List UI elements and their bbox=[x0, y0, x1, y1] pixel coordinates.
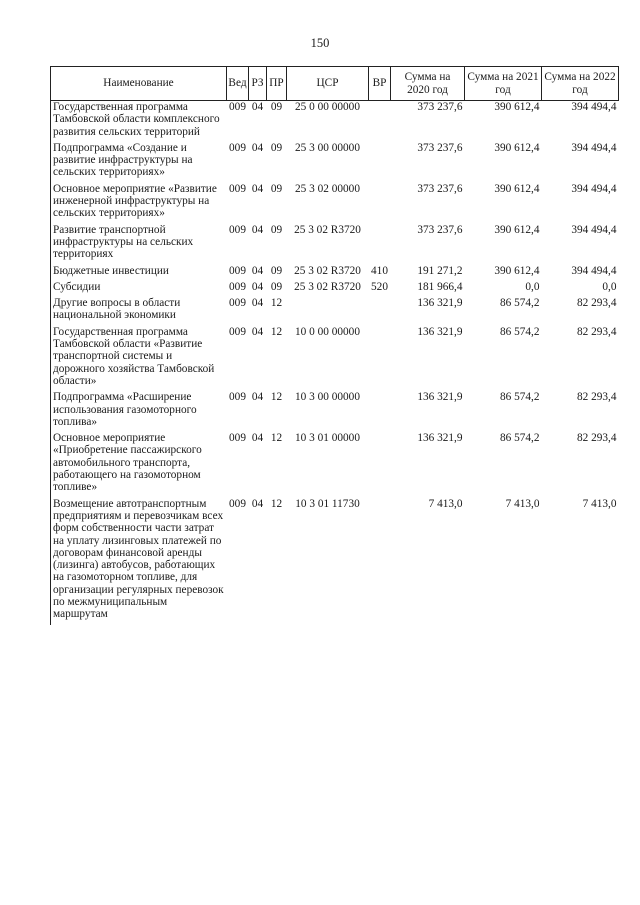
row-name: Государственная программа Тамбовской области комплексного развития сельских территорий bbox=[51, 101, 227, 142]
row-csr: 10 3 01 11730 bbox=[295, 497, 360, 510]
row-sum-2021: 86 574,2 bbox=[499, 325, 540, 338]
table-row bbox=[51, 498, 619, 625]
row-ved: 009 bbox=[229, 141, 246, 154]
row-sum-2020: 136 321,9 bbox=[417, 432, 463, 445]
row-pr: 12 bbox=[270, 497, 283, 510]
row-vr bbox=[369, 297, 391, 326]
row-rz: 04 bbox=[251, 391, 264, 404]
table-row bbox=[51, 432, 619, 497]
row-sum-2022: 394 494,4 bbox=[571, 141, 617, 154]
row-csr: 25 0 00 00000 bbox=[295, 101, 360, 113]
row-sum-2021: 390 612,4 bbox=[494, 264, 540, 277]
row-rz: 04 bbox=[251, 432, 264, 445]
row-vr: 410 bbox=[371, 264, 388, 277]
row-sum-2020: 7 413,0 bbox=[428, 497, 463, 510]
row-name: Бюджетные инвестиции bbox=[51, 265, 227, 281]
row-vr bbox=[369, 142, 391, 183]
row-ved: 009 bbox=[229, 432, 246, 445]
row-ved: 009 bbox=[229, 497, 246, 510]
header-rz: РЗ bbox=[249, 67, 267, 101]
row-rz: 04 bbox=[251, 325, 264, 338]
row-csr: 25 3 02 R3720 bbox=[294, 223, 361, 236]
row-sum-2021: 390 612,4 bbox=[494, 101, 540, 113]
row-sum-2020: 373 237,6 bbox=[417, 101, 463, 113]
header-sum-2020: Сумма на 2020 год bbox=[391, 67, 465, 101]
row-name: Основное мероприятие «Приобретение пассажирского автомобильного транспорта, работающего на газомоторном топливе» bbox=[51, 432, 227, 497]
row-ved: 009 bbox=[229, 297, 246, 310]
row-pr: 12 bbox=[270, 325, 283, 338]
row-rz: 04 bbox=[251, 141, 264, 154]
row-sum-2020: 373 237,6 bbox=[417, 223, 463, 236]
header-csr: ЦСР bbox=[287, 67, 369, 101]
row-sum-2022: 82 293,4 bbox=[576, 391, 617, 404]
table-header-row bbox=[51, 67, 619, 101]
row-name: Другие вопросы в области национальной экономики bbox=[51, 297, 227, 326]
row-ved: 009 bbox=[229, 325, 246, 338]
header-sum-2021: Сумма на 2021 год bbox=[465, 67, 542, 101]
row-csr: 25 3 02 R3720 bbox=[294, 264, 361, 277]
row-sum-2021: 390 612,4 bbox=[494, 141, 540, 154]
row-sum-2022: 82 293,4 bbox=[576, 432, 617, 445]
row-sum-2022: 82 293,4 bbox=[576, 297, 617, 310]
table-row bbox=[51, 297, 619, 326]
row-rz: 04 bbox=[251, 497, 264, 510]
table-row bbox=[51, 326, 619, 391]
row-sum-2022: 394 494,4 bbox=[571, 101, 617, 113]
row-pr: 12 bbox=[270, 391, 283, 404]
row-name: Субсидии bbox=[51, 281, 227, 297]
row-rz: 04 bbox=[251, 280, 264, 293]
row-name: Подпрограмма «Создание и развитие инфраструктуры на сельских территориях» bbox=[51, 142, 227, 183]
row-sum-2020: 136 321,9 bbox=[417, 391, 463, 404]
row-sum-2020: 373 237,6 bbox=[417, 182, 463, 195]
row-pr: 12 bbox=[270, 297, 283, 310]
row-csr bbox=[287, 297, 369, 326]
header-ved: Вед bbox=[227, 67, 249, 101]
row-rz: 04 bbox=[251, 182, 264, 195]
row-sum-2020: 191 271,2 bbox=[417, 264, 463, 277]
table-row bbox=[51, 224, 619, 265]
row-name: Основное мероприятие «Развитие инженерной инфраструктуры на сельских территориях» bbox=[51, 183, 227, 224]
row-ved: 009 bbox=[229, 391, 246, 404]
row-csr: 10 3 01 00000 bbox=[295, 432, 360, 445]
row-vr bbox=[369, 432, 391, 497]
row-rz: 04 bbox=[251, 297, 264, 310]
row-name: Возмещение автотранспортным предприятиям и перевозчикам всех форм собственности части затрат на уплату лизинговых платежей по договорам финансовой аренды (лизинга) автобусов, работающих на газомоторном топливе, для организации регулярных перевозок по межмуниципальным маршрутам bbox=[51, 498, 227, 625]
row-name: Подпрограмма «Расширение использования газомоторного топлива» bbox=[51, 391, 227, 432]
row-csr: 10 3 00 00000 bbox=[295, 391, 360, 404]
row-csr: 25 3 02 00000 bbox=[295, 182, 360, 195]
row-rz: 04 bbox=[251, 264, 264, 277]
row-ved: 009 bbox=[229, 264, 246, 277]
row-pr: 09 bbox=[270, 141, 283, 154]
table-body bbox=[51, 101, 619, 625]
header-vr: ВР bbox=[369, 67, 391, 101]
row-sum-2021: 86 574,2 bbox=[499, 391, 540, 404]
row-sum-2021: 390 612,4 bbox=[494, 182, 540, 195]
table-row bbox=[51, 281, 619, 297]
row-vr bbox=[369, 498, 391, 625]
row-sum-2021: 390 612,4 bbox=[494, 223, 540, 236]
row-ved: 009 bbox=[229, 182, 246, 195]
row-vr bbox=[369, 391, 391, 432]
row-vr bbox=[369, 224, 391, 265]
row-vr bbox=[369, 326, 391, 391]
row-csr: 25 3 02 R3720 bbox=[294, 280, 361, 293]
row-rz: 04 bbox=[251, 101, 264, 113]
row-sum-2021: 86 574,2 bbox=[499, 297, 540, 310]
row-csr: 25 3 00 00000 bbox=[295, 141, 360, 154]
header-pr: ПР bbox=[267, 67, 287, 101]
row-vr: 520 bbox=[371, 280, 388, 293]
row-sum-2020: 373 237,6 bbox=[417, 141, 463, 154]
row-sum-2021: 86 574,2 bbox=[499, 432, 540, 445]
table-row bbox=[51, 391, 619, 432]
row-rz: 04 bbox=[251, 223, 264, 236]
row-sum-2022: 0,0 bbox=[602, 280, 617, 293]
row-pr: 09 bbox=[270, 101, 283, 113]
row-pr: 09 bbox=[270, 223, 283, 236]
table-row bbox=[51, 265, 619, 281]
budget-table bbox=[50, 66, 619, 625]
row-sum-2020: 136 321,9 bbox=[417, 325, 463, 338]
row-ved: 009 bbox=[229, 223, 246, 236]
header-sum-2022: Сумма на 2022 год bbox=[542, 67, 619, 101]
row-sum-2022: 394 494,4 bbox=[571, 223, 617, 236]
row-sum-2022: 394 494,4 bbox=[571, 264, 617, 277]
row-sum-2021: 0,0 bbox=[525, 280, 540, 293]
row-sum-2020: 136 321,9 bbox=[417, 297, 463, 310]
row-vr bbox=[369, 183, 391, 224]
table-row bbox=[51, 101, 619, 142]
row-csr: 10 0 00 00000 bbox=[295, 325, 360, 338]
row-ved: 009 bbox=[229, 280, 246, 293]
row-sum-2022: 82 293,4 bbox=[576, 325, 617, 338]
row-vr bbox=[369, 101, 391, 142]
row-name: Развитие транспортной инфраструктуры на сельских территориях bbox=[51, 224, 227, 265]
row-pr: 09 bbox=[270, 182, 283, 195]
header-name: Наименование bbox=[51, 67, 227, 101]
row-sum-2022: 7 413,0 bbox=[582, 497, 617, 510]
table-row bbox=[51, 142, 619, 183]
row-pr: 12 bbox=[270, 432, 283, 445]
row-sum-2021: 7 413,0 bbox=[505, 497, 540, 510]
row-pr: 09 bbox=[270, 280, 283, 293]
row-name: Государственная программа Тамбовской области «Развитие транспортной системы и дорожного хозяйства Тамбовской области» bbox=[51, 326, 227, 391]
row-sum-2020: 181 966,4 bbox=[417, 280, 463, 293]
page-number: 150 bbox=[310, 36, 330, 50]
table-row bbox=[51, 183, 619, 224]
row-ved: 009 bbox=[229, 101, 246, 113]
row-pr: 09 bbox=[270, 264, 283, 277]
row-sum-2022: 394 494,4 bbox=[571, 182, 617, 195]
